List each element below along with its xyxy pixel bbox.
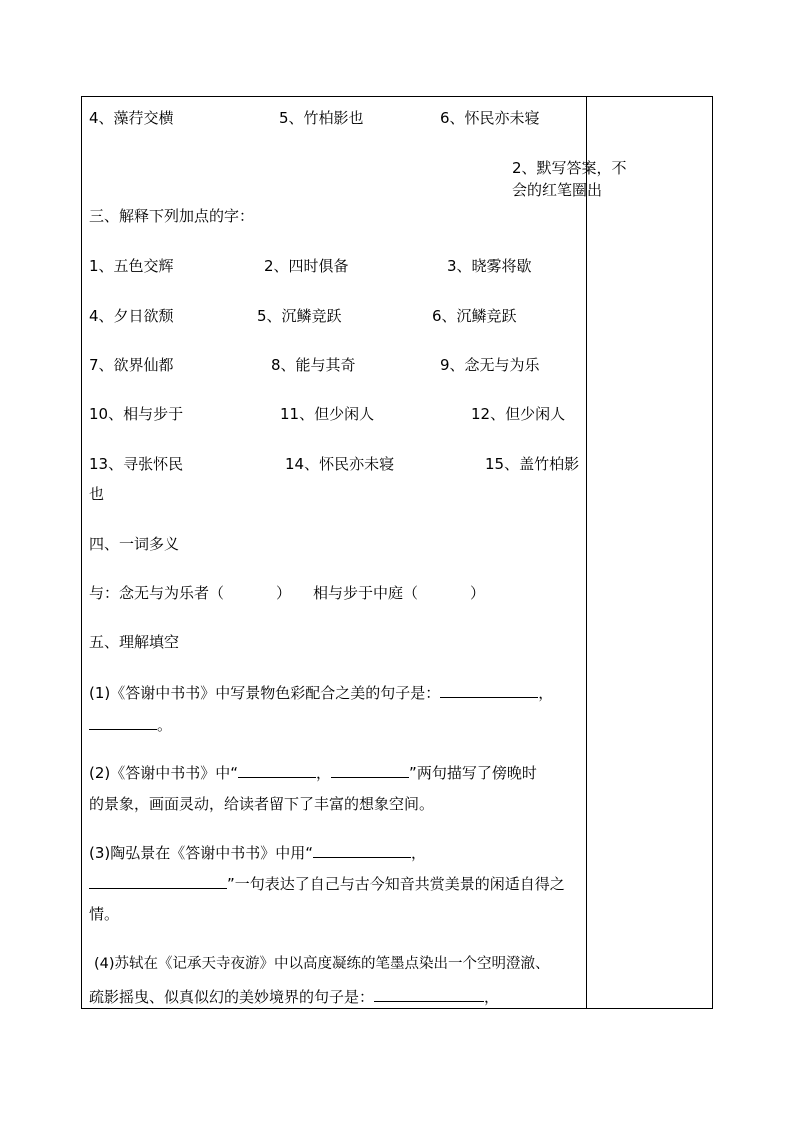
question-3-cont: ”一句表达了自己与古今知音共赏美景的闲适自得之 [89,873,565,894]
item-text: 6、怀民亦未寝 [440,109,540,127]
item-text: 4、夕日欲颓 [89,307,174,325]
item-text: 10、相与步于 [89,405,184,423]
question-4-cont: 疏影摇曳、似真似幻的美妙境界的句子是： ， [89,988,500,1006]
question-2: (2)《答谢中书书》中“ ， ”两句描写了傍晚时 [89,764,537,782]
item-text: 12、但少闲人 [471,405,566,423]
item-text: 9、念无与为乐 [440,356,540,374]
question-3-end: 情。 [89,905,120,923]
item-text: 13、寻张怀民 [89,455,184,473]
side-note: 2、默写答案，不会的红笔圈出 [512,159,627,199]
answer-blank[interactable] [440,682,538,698]
question-1: (1)《答谢中书书》中写景物色彩配合之美的句子是： ， [89,684,554,702]
item-text: 14、怀民亦未寝 [285,455,395,473]
polysemy-line: 与：念无与为乐者（ ） 相与步于中庭（ ） [89,584,486,602]
answer-blank[interactable] [89,714,157,730]
item-text: 6、沉鳞竞跃 [432,307,517,325]
question-2-cont: 的景象，画面灵动，给读者留下了丰富的想象空间。 [89,795,435,813]
item-text: 11、但少闲人 [280,405,375,423]
answer-blank[interactable] [313,842,411,858]
item-text: 8、能与其奇 [271,356,356,374]
answer-blank[interactable] [89,873,227,889]
item-text: 5、沉鳞竞跃 [257,307,342,325]
question-4: (4)苏轼在《记承天寺夜游》中以高度凝练的笔墨点染出一个空明澄澈、 [94,956,550,972]
item-text: 5、竹柏影也 [279,109,364,127]
section-title: 四、一词多义 [89,535,180,553]
item-text: 2、四时俱备 [264,257,349,275]
section-title: 三、解释下列加点的字： [89,207,255,225]
question-1-cont: 。 [89,714,172,735]
item-text: 7、欲界仙都 [89,356,174,374]
item-text: 3、晓雾将歇 [447,257,532,275]
answer-blank[interactable] [238,762,316,778]
question-3: (3)陶弘景在《答谢中书书》中用“ ， [89,844,427,862]
column-divider [586,97,587,1008]
answer-blank[interactable] [331,762,409,778]
item-text: 1、五色交辉 [89,257,174,275]
item-text: 15、盖竹柏影 [485,455,580,473]
item-text: 4、藻荇交横 [89,109,174,127]
section-title: 五、理解填空 [89,633,180,651]
item-text-wrap: 也 [89,485,105,503]
answer-blank[interactable] [374,986,484,1002]
